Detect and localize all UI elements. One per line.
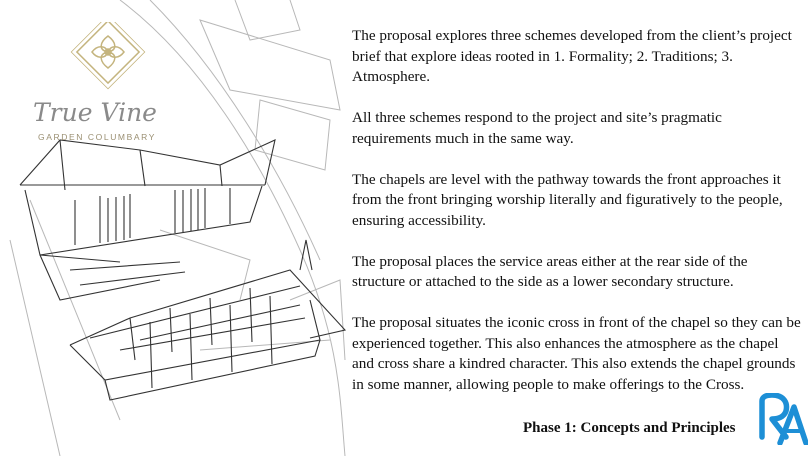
flower-emblem-icon	[68, 22, 148, 100]
paragraph-service-areas: The proposal places the service areas either at the rear side of the structure or attached to the side as a lower secondary structure.	[352, 252, 748, 290]
proposal-description	[352, 26, 804, 416]
paragraph-schemes: The proposal explores three schemes developed from the client’s project brief that explore ideas rooted in 1. Formality; 2. Traditions; 3. Atmosphere.	[352, 27, 792, 85]
paragraph-requirements: All three schemes respond to the project and site’s pragmatic requirements much in the same way.	[352, 109, 722, 147]
true-vine-logo	[20, 22, 160, 142]
logo-script-text: True Vine	[33, 98, 157, 127]
phase-title: Phase 1: Concepts and Principles	[523, 420, 736, 436]
paragraph-cross: The proposal situates the iconic cross in front of the chapel so they can be experienced together. This also enhances the atmosphere as the chapel and cross share a kindred character. This also extends the chapel grounds in some manner, allowing people to make offerings to the Cross.	[352, 314, 801, 393]
logo-subtitle: GARDEN COLUMBARY	[37, 132, 157, 142]
ra-logo-icon	[758, 393, 808, 445]
paragraph-chapels: The chapels are level with the pathway towards the front approaches it from the front bringing worship literally and figuratively to the people, ensuring accessibility.	[352, 170, 783, 229]
